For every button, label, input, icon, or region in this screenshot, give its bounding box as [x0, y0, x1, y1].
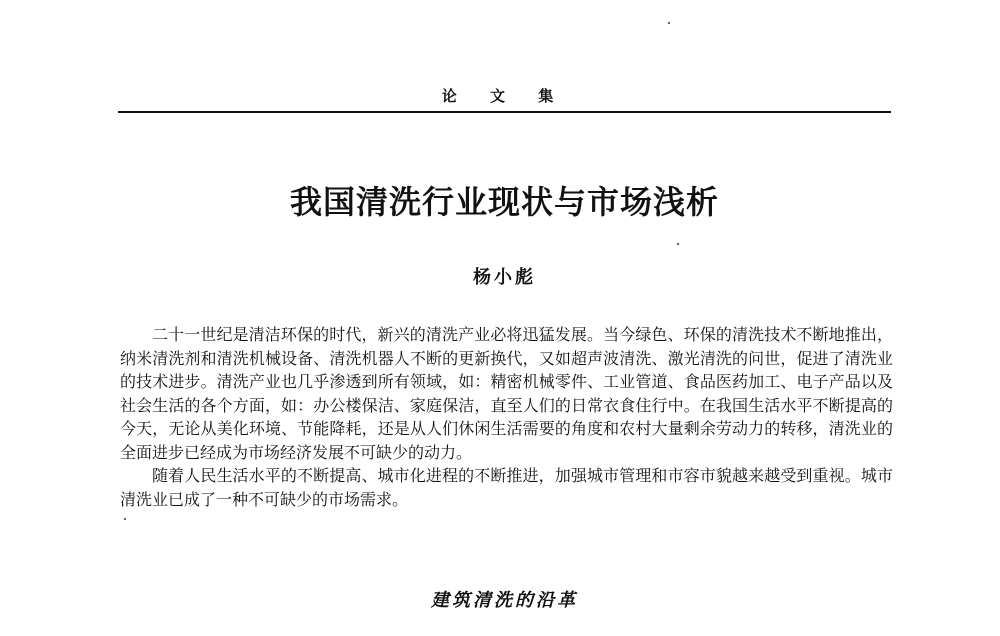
- article-title: 我国清洗行业现状与市场浅析: [289, 183, 719, 221]
- scan-speck: [668, 22, 670, 24]
- running-head: 论 文 集: [441, 87, 568, 105]
- article-body: [120, 323, 893, 511]
- author-name: 杨小彪: [473, 267, 536, 288]
- scan-speck: [677, 243, 679, 245]
- scan-speck: [124, 518, 126, 520]
- header-rule: [118, 111, 891, 113]
- section-heading: 建筑清洗的沿革: [431, 590, 578, 611]
- body-paragraph: 随着人民生活水平的不断提高、城市化进程的不断推进，加强城市管理和市容市貌越来越受到重视。城市清洗业已成了一种不可缺少的市场需求。: [120, 466, 893, 509]
- body-paragraph: 二十一世纪是清洁环保的时代，新兴的清洗产业必将迅猛发展。当今绿色、环保的清洗技术不断地推出，纳米清洗剂和清洗机械设备、清洗机器人不断的更新换代，又如超声波清洗、激光清洗的问世，促进了清洗业的技术进步。清洗产业也几乎渗透到所有领域，如：精密机械零件、工业管道、食品医药加工、电子产品以及社会生活的各个方面，如：办公楼保洁、家庭保洁，直至人们的日常衣食住行中。在我国生活水平不断提高的今天，无论从美化环境、节能降耗，还是从人们休闲生活需要的角度和农村大量剩余劳动力的转移，清洗业的全面进步已经成为市场经济发展不可缺少的动力。: [120, 325, 893, 462]
